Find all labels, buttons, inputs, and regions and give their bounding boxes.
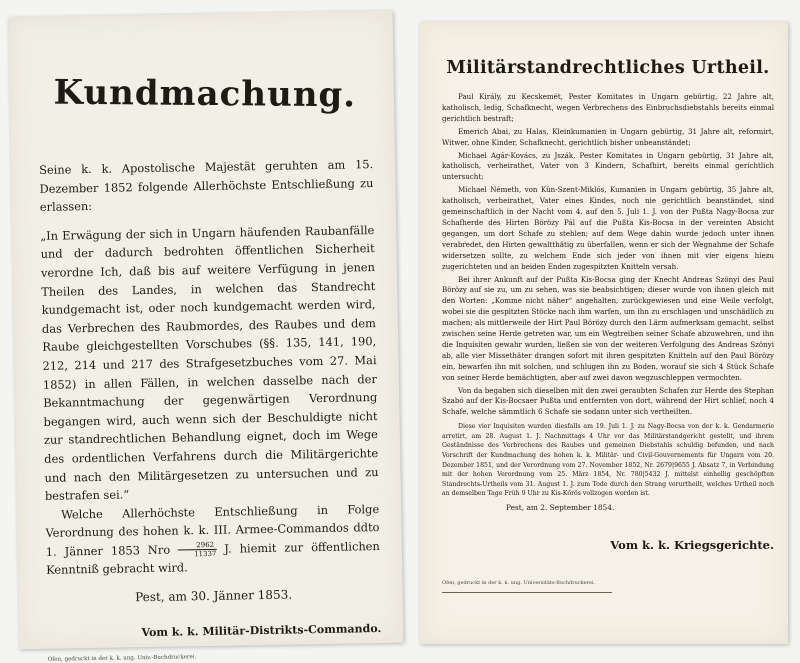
left-signature: Vom k. k. Militär-Distrikts-Commando. bbox=[141, 622, 382, 640]
decree-closing-start: Welche Allerhöchste Entschließung in Folge Verordnung des hohen k. k. III. Armee-Commandos ddto 1. Jänner 1853 Nro bbox=[45, 501, 380, 559]
decree-number-fraction bbox=[178, 541, 217, 559]
fraction-numerator: 2962 bbox=[196, 541, 215, 550]
fraction-denominator: 11337 bbox=[178, 549, 216, 559]
verdict-paragraph: Michael Németh, von Kün-Szent-Miklós, Kumanien in Ungarn gebürtig, 35 Jahre alt, katholisch, verheirathet, Vater eines Kindes, noch nie gerichtlich beanständet, sind gemeinschaftlich in der Nacht vom 4. auf den 5. Juli 1. J. von der Pußta Nagy-Bocsa zur Schafherde des Hirten Börözy Pál auf die Pußta Kis-Bocsa in der vereinten Absicht gegangen, um dort Schafe zu stehlen; auf dem Wege dahin wurde jedoch unter ihnen verabredet, den Hirten gewaltthätig zu überfallen, wenn er sich der Wegnahme der Schafe widersetzen sollte, zu welchem Ende sich jeder von ihnen mit vier eigens hiezu zugerichteten und an beiden Enden zugespitzten Knitteln versah. bbox=[442, 185, 774, 271]
kundmachung-sheet bbox=[9, 11, 404, 663]
urtheil-title: Militärstandrechtliches Urtheil. bbox=[446, 58, 770, 78]
kundmachung-title: Kundmachung. bbox=[53, 72, 357, 116]
verdict-paragraph: Bei ihrer Ankunft auf der Pußta Kis-Bocsa ging der Knecht Andreas Szönyi des Paul Börözy auf sie zu, um zu sehen, was sie beabsichtigen; dieser wurde von ihnen gleich mit den Worten: „Komme nicht näher“ angehalten, zurückgewiesen und eine Weile verfolgt, wobei sie die gespitzten Stöcke nach ihm warfen, um ihn zu erschlagen und unschädlich zu machen; als mittlerweile der Hirt Paul Börözy durch den Lärm aufmerksam gemacht, selbst zwischen seine Herde getreten war, um ein Wegtreiben seiner Schafe abzuwehren, und ihn die Inquisiten gewahr wurden, ließen sie von der weiteren Verfolgung des Andreas Szönyi ab, alle vier Missethäter drangen sofort mit ihren gespitzten Knitteln auf den Paul Börözy ein, bewarfen ihn mit solchen, und schlugen ihn zu Boden, worauf sie sich 4 Stück Schafe von seiner Herde bemächtigten, aber auf zwei davon wegzuschleppen vermochten. bbox=[442, 274, 774, 382]
verdict-paragraph: Emerich Abai, zu Halas, Kleinkumanien in Ungarn gebürtig, 31 Jahre alt, reformirt, Witwer, ohne Kinder, Schafknecht, gerichtlich bisher unbeanständet; bbox=[442, 126, 774, 147]
decree-quote: „In Erwägung der sich in Ungarn häufenden Raubanfälle und der dadurch bedrohten öffentlichen Sicherheit verordne Ich, daß bis auf weitere Verfügung in jenen Theilen des Landes, in welchen das Standrecht kundgemacht ist, oder noch kundgemacht werden wird, das Verbrechen des Raubmordes, des Raubes und dem Raube gleichgestellten Vorschubes (§§. 135, 141, 190, 212, 214 und 217 des Strafgesetzbuches vom 27. Mai 1852) in allen Fällen, in welchen dasselbe nach der Bekanntmachung der gegenwärtigen Verordnung begangen wird, auch wenn sich der Beschuldigte nicht zur standrechtlichen Behandlung eignet, doch im Wege des ordentlichen Verfahrens durch die Militärgerichte und nach den Militärgesetzen zu untersuchen und zu bestrafen sei.“ bbox=[40, 222, 379, 503]
decree-closing bbox=[45, 500, 380, 580]
right-printer-imprint: Ofen, gedruckt in der k. k. ung. Universitäts-Buchdruckerei. bbox=[442, 580, 596, 587]
right-signature: Vom k. k. Kriegsgerichte. bbox=[610, 538, 774, 553]
decree-closing-end: J. hiemit zur öffentlichen Kenntniß gebracht wird. bbox=[46, 538, 380, 578]
right-place-date: Pest, am 2. September 1854. bbox=[506, 503, 615, 513]
verdict-paragraph: Paul Király, zu Kecskemét, Pester Komitates in Ungarn gebürtig, 22 Jahre alt, katholisch, ledig, Schafknecht, wegen Verbrechens des Einbruchsdiebstahls bereits einmal gerichtlich bestraft; bbox=[442, 92, 774, 123]
urtheil-sheet bbox=[420, 22, 788, 644]
left-place-date: Pest, am 30. Jänner 1853. bbox=[135, 587, 293, 605]
verdict-closing: Diese vier Inquisiten wurden diesfalls am 19. Juli 1. J. zu Nagy-Bocsa von der k. k. Gendarmerie arretirt, am 28. August 1. J. Nachmittags 4 Uhr vor das Militärstandgericht gestellt, und ihrem Geständnisse des Verbrechens des Raubes und gemeinen Diebstahls schuldig befunden, und nach Vorschrift der Kundmachung des hohen k. k. Militär- und Civil-Gouvernements für Ungarn vom 20. Dezember 1851, und der Verordnung vom 27. November 1852, Nr. 2679|9655 J. Absatz 7, in Verbindung mit der hohen Verordnung vom 25. März 1854, Nr. 780|5432 J. mittelst einhellig geschöpften Standrechts-Urtheils vom 31. August 1. J. zum Tode durch den Strang verurtheilt, welches Urtheil noch an demselben Tage Früh 9 Uhr zu Kis-Kőrös vollzogen worden ist. bbox=[442, 423, 774, 498]
verdict-paragraph: Michael Agár-Kovács, zu Jszák, Pester Komitates in Ungarn gebürtig, 31 Jahre alt, katholisch, verheirathet, Vater von 3 Kindern, Schafhirt, bereits einmal gerichtlich untersucht; bbox=[442, 150, 774, 182]
verdict-paragraph: Von da begaben sich dieselben mit den zwei geraubten Schafen zur Herde des Stephan Szabó auf der Kis-Bocsaer Pußta und entfernten von dort, während der Hirt schlief, noch 4 Schafe, welche sämmtlich 6 Schafe sie sodann unter sich vertheilten. bbox=[442, 385, 774, 417]
imprint-rule bbox=[442, 592, 612, 593]
decree-intro: Seine k. k. Apostolische Majestät geruhten am 15. Dezember 1852 folgende Allerhöchste Entschließung zu erlassen: bbox=[39, 157, 374, 215]
left-printer-imprint: Ofen, gedruckt in der k. k. ung. Univ.-Buchdruckerei. bbox=[47, 654, 197, 663]
